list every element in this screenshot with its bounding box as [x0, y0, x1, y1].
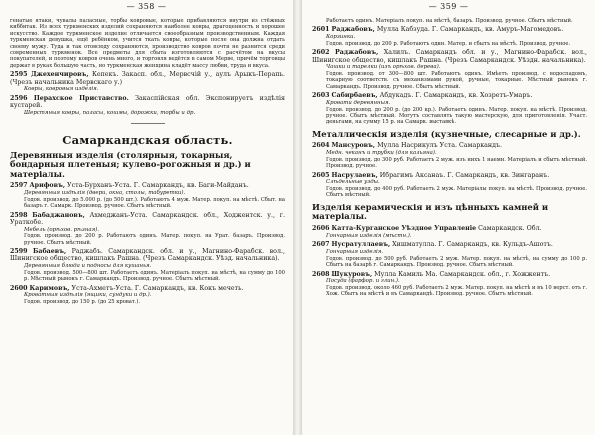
entry-description: Корзинки. [326, 34, 356, 41]
entry-name: Раджабовъ, [335, 49, 379, 57]
entry-address: Самаркандск. Обл. [478, 224, 542, 232]
right-content [312, 18, 587, 298]
entry-body: Годов. производ. до 150 р. (до 25 кроват.). [24, 299, 141, 305]
entry-number: 2596 [10, 94, 28, 102]
left-page [0, 0, 293, 435]
section-title: Деревянныя изделія (столярныя, токарныя, бондарныя плетеныя; кулево-рогожныя и др.) и матеріалы. [10, 149, 251, 179]
entry-body: Годов. производ. до 200 р. Работаютъ одинъ. Матер. покуп. на Урат. базаръ. Производ. ручное. Сбытъ мѣстный. [24, 233, 285, 246]
page-number: — 359 — [428, 2, 469, 11]
entry-name: Арифовъ, [29, 182, 66, 190]
entry-number: 2604 [312, 142, 330, 150]
entry-heading [10, 248, 285, 263]
entry-name: Шукуровъ, [331, 270, 373, 278]
entry-heading [10, 212, 285, 227]
entry-number: 2602 [312, 49, 330, 57]
catalog-entry [10, 71, 285, 93]
entry-name: Перахское Приставство. [33, 94, 129, 102]
entry-body: Годов. производ. до 500 руб. Работаетъ 2 муж. Матер. покуп. на мѣстѣ, на сумму до 100 р. Сбытъ на базарѣ г. Самаркандъ. Производ. ручное. Сбытъ мѣстный. [326, 255, 587, 269]
entry-number: 2603 [312, 92, 330, 100]
entry-body: Годов. производ. 500—800 шт. Работаетъ одинъ. Матеріалъ покуп. на мѣстѣ, на сумму до 100 р. Мѣстный рынокъ г. Самаркандъ. Производ. ручное. Сбытъ мѣстный. [24, 269, 285, 283]
left-content [10, 18, 285, 305]
entry-heading [10, 71, 285, 86]
entry-number: 2608 [312, 270, 330, 278]
entry-number: 2600 [10, 284, 28, 292]
catalog-entry [312, 92, 587, 126]
entry-address: Мулла Насрикулъ Уста. Самаркандъ. [377, 142, 502, 150]
entry-address: Уста-Ахметъ-Уста. Г. Самаркандъ, кв. Кокъ мечеть. [71, 284, 244, 292]
entry-number: 2606 [312, 224, 330, 232]
entry-name: Насрулаевъ, [331, 171, 378, 179]
entry-description: Деревянныя блюда и подносы для кушанья. [24, 263, 152, 270]
entry-number: 2595 [10, 71, 28, 79]
entry-address: Мулла Камиль Ма. Самаркандск. обл., г. Хожжентъ. [374, 270, 551, 278]
entry-address: Кепекъ. Закасп. обл., Мервсчій у., аулъ Арыкъ-Перапь. (Чрезъ начальника Мервскаго у.) [10, 71, 285, 86]
entry-name: Джехенчировъ, [30, 71, 89, 79]
catalog-entry [312, 172, 587, 199]
catalog-entry [10, 182, 285, 209]
entry-body: Годов. производ. от 300—800 шт. Работаютъ одинъ. Имѣетъ производ. с водоспадомъ, токарную соответств. съ механизмами рукой, ручные, токарные. Мѣстный рынокъ г. Самаркандъ. Производ. ручное. Сбытъ мѣстный. [326, 70, 587, 90]
catalog-entry [10, 95, 285, 117]
entry-address: Мулла Кабзуда. Г. Самаркандъ, кв. Амуръ-Магомедовъ. [376, 26, 564, 34]
section-title: Изделія керамическія и изъ цѣнныхъ камней и матеріалы. [312, 201, 549, 222]
entry-address: Халилъ. Самаркандъ обл. и у., Магнино-Фарабск. вол., Шинигское общество, кишлакъ Рашна. (Чрезъ Самаркандск. Уѣздн. начальника). [312, 49, 587, 64]
entry-name: Раджабовъ, [331, 26, 375, 34]
entry-body: Годов. производ. до 5.000 р. (до 500 шт.). Работаютъ 4 муж. Матер. покуп. на мѣстѣ. Сбыт. на базаръ г. Самарк. Производ. ручное. Сбытъ мѣстный. [24, 196, 285, 210]
entry-description: Посуда (фарфор. и глин.). [326, 278, 400, 285]
entry-heading [312, 142, 587, 149]
entry-body: Годов. производ. до 200 р. (до 200 кр.). Работаетъ одинъ. Матер. покуп. на мѣстѣ. Производ. ручное. Сбытъ мѣстный. Могутъ составлять такую мастерскую, для приготовленія. Участ. деньгами, на сумму 15 р. на Самарк. выставкѣ. [326, 106, 587, 126]
entry-name: Мансуровъ, [331, 142, 376, 150]
entry-address: Закаспійская обл. Экспонируетъ издѣлія кустарей. [10, 94, 285, 110]
catalog-entry [312, 225, 587, 239]
entry-body: Годов. производ. до 400 руб. Работаетъ 2 муж. Матеріалы покуп. на мѣстѣ. Производ. ручное. Сбытъ мѣстный. [326, 185, 587, 199]
entry-heading [312, 225, 587, 232]
entry-name: Бабаевъ, [33, 248, 67, 256]
entry-description: Шерстяныя ковры, паласы, кошмы, дорожки, торбы и др. [24, 110, 196, 117]
entry-heading [312, 271, 587, 278]
entry-description: Кровати деревянныя. [326, 99, 391, 106]
right-page [302, 0, 595, 435]
entry-description: Медн. чеканъ и трубки (для кальяна). [326, 150, 437, 157]
entry-address: Абдукадъ. Г. Самаркандъ, кв. Хозретъ-Умаръ. [379, 92, 533, 100]
entry-heading [312, 92, 587, 99]
entry-heading [312, 49, 587, 64]
entry-heading [312, 26, 587, 33]
entry-description: Ковры, ковровыя изделія. [24, 86, 99, 93]
entry-number: 2601 [312, 26, 330, 34]
catalog-entry [312, 49, 587, 90]
divider [131, 123, 165, 124]
entry-address: Ибрагимъ Аксанаъ. Г. Самаркандъ, кв. Зингаранъ. [379, 171, 550, 179]
entry-body: Годов. производ. до 200 р. Работаютъ один. Матер. и сбытъ на мѣстѣ. Производ. ручное. [326, 40, 571, 47]
entry-heading [312, 241, 587, 248]
page-number: — 358 — [126, 2, 167, 11]
catalog-entry [312, 142, 587, 169]
entry-name: Нусратуллаевъ, [331, 241, 391, 249]
entry-heading [312, 172, 587, 179]
entry-body: Годов. производ. около 460 руб. Работаетъ 2 муж. Матер. покуп. на мѣстѣ и въ 10 верст. отъ г. Хож. Сбытъ на мѣстѣ и въ Самаркандѣ. Производ. ручное. Сбытъ мѣстный. [326, 284, 587, 298]
entry-number: 2607 [312, 241, 330, 249]
catalog-entry [312, 26, 587, 47]
entry-address: Раджабъ. Самаркандск. обл. и у., Магнино-Фарабск. вол., Шинигское общество, кишлакъ Рашна. (Чрезъ Самаркандск. Уѣзд. начальника). [10, 248, 285, 263]
entry-name: Сабирбаевъ, [331, 92, 378, 100]
entry-heading [10, 182, 285, 189]
entry-description: Гончарныя изделія (мѣстн.). [326, 232, 412, 239]
entry-name: Бабаджановъ, [32, 211, 85, 219]
entry-number: 2599 [10, 248, 28, 256]
entry-body: Годов. производ. до 300 руб. Работаетъ 2 муж. изъ нихъ 1 наемн. Матеріалъ и сбытъ мѣстный. Производ. ручное. [326, 156, 587, 170]
entry-description: Мебель (орѣхов. рѣзная). [24, 226, 99, 233]
intro-paragraph: генатые ятаки, чувалы паласные, торбы ковровые, которые прибавляются внутри из стёжных киббитак. Из всех туркменских изделий сохраняются наиболее ковры, драгоценность и хорошее искусство. Каждое туркменское изделие отличается своеобразным производственным. Каждая туркменская девушка, ещё ребёнком, учится ткать ковры, которые после она должна отдать своему мужу. Туда и так отовсюду сохраняются, производство ковров почти не разнится среди современных туркменок. Все предметы для сбыта изготовляются с расчётом на вкусы покупателей, и поэтому ковров очень много, и торговля ведётся в самом Мерве, причём торговцы держат в руках большую часть, но туркменская женщина кладёт массу любви, труда и вкуса. [10, 18, 285, 69]
entry-description: Чашки и тарелки (изъ орѣхов. дерева). [326, 64, 441, 71]
region-title: Самаркандская область. [62, 132, 233, 147]
entry-number: 2597 [10, 182, 28, 190]
entry-description: Гончарныя изделія. [326, 249, 384, 256]
entry-description: Деревянныя издѣлія (двери, окна, столы, табуретки). [24, 190, 186, 197]
continued-text: Работаетъ одинъ. Матеріалъ покуп. на мѣстѣ, базаръ. Производ. ручное. Сбытъ мѣстный. [326, 18, 573, 24]
entry-description: Слѣдельные узды. [326, 179, 380, 186]
catalog-entry [10, 248, 285, 283]
book-gutter [293, 0, 302, 435]
entry-name: Катта-Курганское Уѣздное Управленіе [331, 224, 477, 232]
entry-description: Кроватныя издѣлія (ящики, сундуки и др.). [24, 292, 152, 299]
catalog-entry [312, 271, 587, 298]
entry-number: 2598 [10, 211, 28, 219]
entry-number: 2605 [312, 171, 330, 179]
catalog-entry [10, 285, 285, 306]
entry-heading [10, 285, 285, 292]
entry-name: Каримовъ, [29, 284, 70, 292]
section-title: Металлическія изделія (кузнечные, слесарные и др.). [312, 128, 581, 139]
entry-address: Хишматулла. Г. Самаркандъ, кв. Кульдъ-Ашотъ. [392, 241, 553, 249]
entry-address: Уста-Бурханъ-Уста. Г. Самаркандъ, кв. Баги-Майданъ. [67, 182, 249, 190]
entry-heading [10, 95, 285, 110]
catalog-entry [312, 241, 587, 268]
catalog-entry [10, 212, 285, 247]
entry-address: Ахмеджанъ-Уста. Самаркандск. обл., Ходжентск. у., г. Ураткобе. [10, 211, 285, 226]
